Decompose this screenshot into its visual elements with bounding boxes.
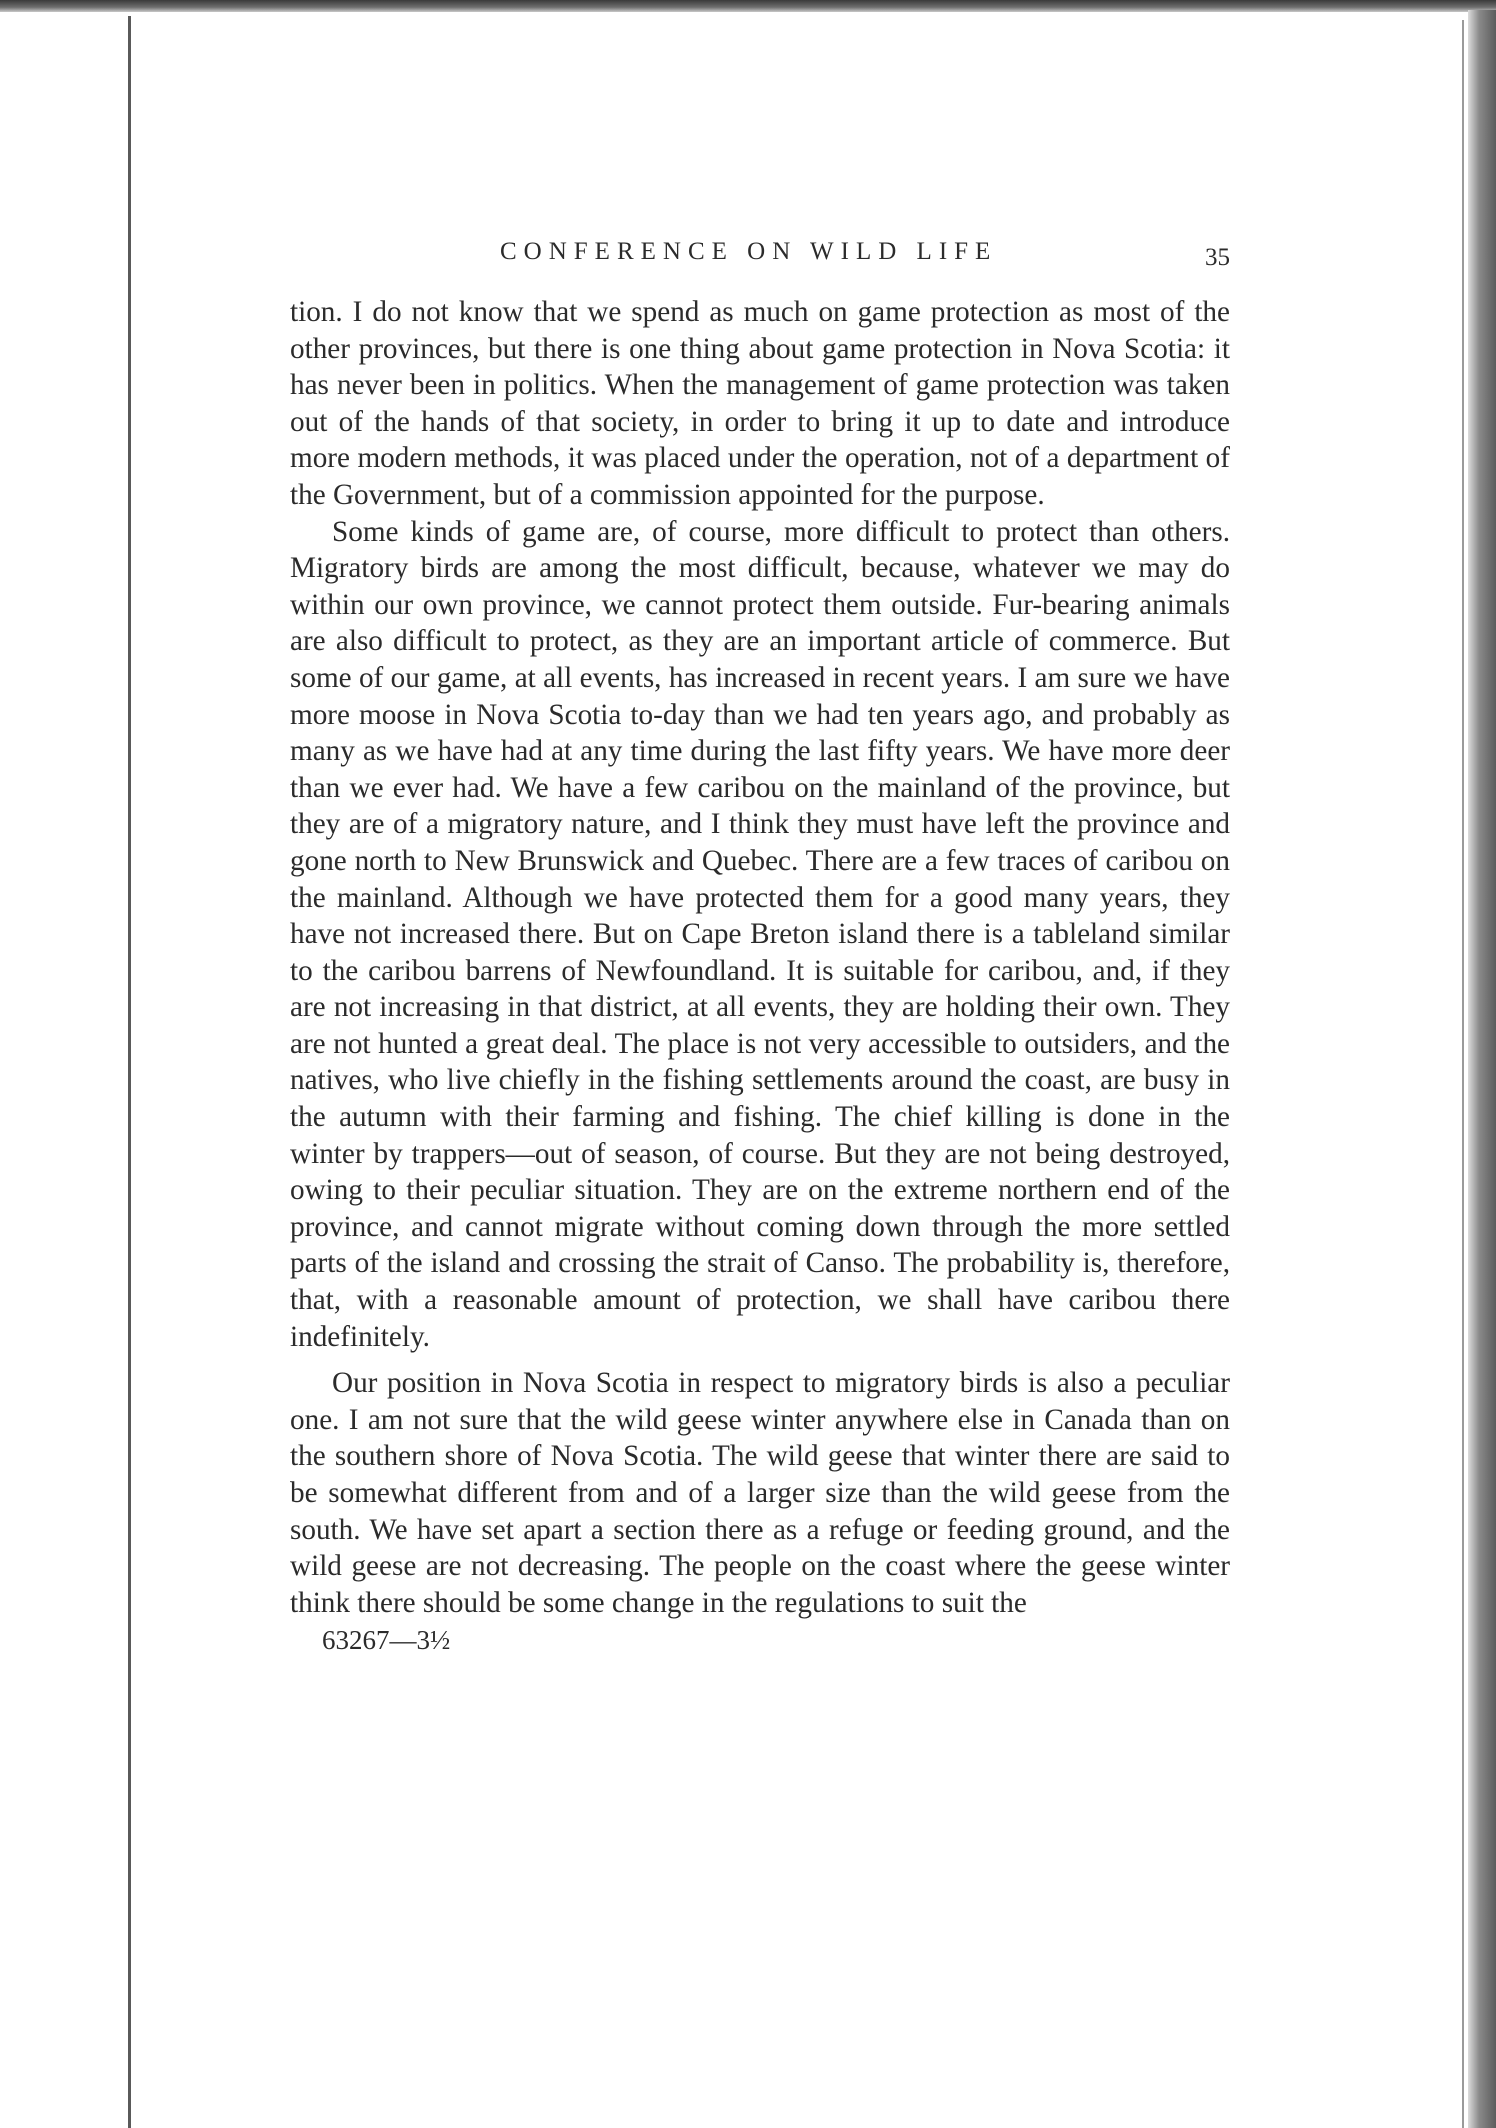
body-text: [290, 294, 1230, 1621]
running-title: CONFERENCE ON WILD LIFE: [500, 238, 998, 265]
gutter-line: [128, 16, 131, 2128]
page-edge-line: [1462, 20, 1464, 2128]
paragraph-3: Our position in Nova Scotia in respect to migratory birds is also a peculiar one. I am not sure that the wild geese winter anywhere else in Canada than on the southern shore of Nova Scotia. The wild geese that winter there are said to be somewhat different from and of a larger size than the wild geese from the south. We have set apart a section there as a refuge or feeding ground, and the wild geese are not decreasing. The people on the coast where the geese winter think there should be some change in the regulations to suit the: [290, 1367, 1230, 1619]
book-right-edge: [1468, 10, 1496, 2128]
page-number: 35: [1205, 244, 1230, 271]
running-head: [290, 238, 1230, 288]
page-content: [290, 238, 1230, 1656]
paragraph-1: tion. I do not know that we spend as much on game protection as most of the other provinces, but there is one thing about game protection in Nova Scotia: it has never been in politics. When the management of game protection was taken out of the hands of that society, in order to bring it up to date and introduce more modern methods, it was placed under the operation, not of a department of the Government, but of a commission appointed for the purpose.: [290, 296, 1230, 511]
book-top-edge: [0, 0, 1496, 12]
paragraph-2: Some kinds of game are, of course, more difficult to protect than others. Migratory birds are among the most difficult, because, whatever we may do within our own province, we cannot protect them outside. Fur-bearing animals are also difficult to protect, as they are an important article of commerce. But some of our game, at all events, has increased in recent years. I am sure we have more moose in Nova Scotia to-day than we had ten years ago, and probably as many as we have had at any time during the last fifty years. We have more deer than we ever had. We have a few caribou on the mainland of the province, but they are of a migratory nature, and I think they must have left the province and gone north to New Brunswick and Quebec. There are a few traces of caribou on the mainland. Although we have protected them for a good many years, they have not increased there. But on Cape Breton island there is a tableland similar to the caribou barrens of Newfoundland. It is suitable for caribou, and, if they are not increasing in that district, at all events, they are holding their own. They are not hunted a great deal. The place is not very accessible to outsiders, and the natives, who live chiefly in the fishing settlements around the coast, are busy in the autumn with their farming and fishing. The chief killing is done in the winter by trappers—out of season, of course. But they are not being destroyed, owing to their peculiar situation. They are on the extreme northern end of the province, and cannot migrate without coming down through the more settled parts of the island and crossing the strait of Canso. The probability is, therefore, that, with a reasonable amount of protection, we shall have caribou there indefinitely.: [290, 515, 1230, 1353]
signature-mark: 63267—3½: [322, 1625, 451, 1656]
